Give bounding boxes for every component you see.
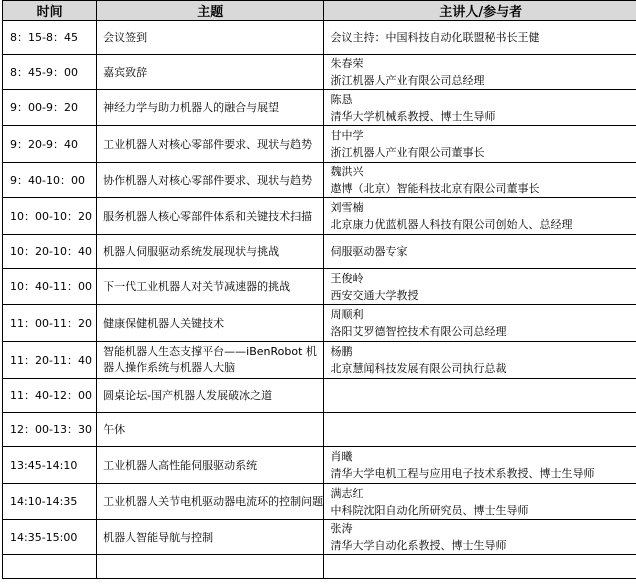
speaker-line: 清华大学电机工程与应用电子技术系教授、博士生导师	[330, 467, 595, 480]
cell-topic: 工业机器人高性能伺服驱动系统	[97, 447, 324, 484]
speaker-line: 陈恳	[330, 92, 353, 106]
table-row	[3, 447, 636, 484]
cell-time: 8：15-8：45	[3, 21, 97, 55]
speaker-line: 北京康力优蓝机器人科技有限公司创始人、总经理	[330, 218, 573, 231]
table-row	[3, 235, 636, 269]
cell-time: 11：00-11：20	[3, 305, 97, 342]
cell-speaker	[324, 305, 636, 342]
speaker-line: 肖曦	[330, 450, 353, 463]
table-row	[3, 342, 636, 379]
cell-speaker	[324, 555, 636, 579]
table-row	[3, 305, 636, 342]
cell-topic: 协作机器人对核心零部件要求、现状与趋势	[97, 163, 324, 198]
cell-time: 13:45-14:10	[3, 447, 97, 484]
cell-topic: 服务机器人核心零部件体系和关键技术扫描	[97, 198, 324, 235]
cell-topic: 工业机器人对核心零部件要求、现状与趋势	[97, 126, 324, 163]
table-row	[3, 90, 636, 126]
cell-time: 11：40-12：00	[3, 379, 97, 413]
cell-time: 10：00-10：20	[3, 198, 97, 235]
header-speaker: 主讲人/参与者	[324, 1, 636, 21]
speaker-line: 王俊岭	[330, 271, 364, 285]
cell-speaker	[324, 198, 636, 235]
speaker-line: 北京慧闻科技发展有限公司执行总裁	[330, 362, 507, 375]
cell-speaker	[324, 21, 636, 55]
speaker-line: 朱春荣	[330, 57, 364, 70]
table-row	[3, 520, 636, 555]
cell-speaker	[324, 342, 636, 379]
table-row	[3, 269, 636, 305]
schedule-table	[2, 0, 636, 579]
header-time: 时间	[3, 1, 97, 21]
speaker-line: 清华大学自动化系教授、博士生导师	[330, 539, 507, 552]
cell-time: 14:10-14:35	[3, 484, 97, 520]
cell-time: 10：20-10：40	[3, 235, 97, 269]
cell-topic: 机器人伺服驱动系统发展现状与挑战	[97, 235, 324, 269]
table-row	[3, 413, 636, 447]
speaker-line: 杨鹏	[330, 345, 353, 358]
cell-speaker	[324, 413, 636, 447]
table-row	[3, 126, 636, 163]
cell-time: 11：20-11：40	[3, 342, 97, 379]
cell-speaker	[324, 55, 636, 90]
speaker-line: 洛阳艾罗德智控技术有限公司总经理	[330, 325, 507, 338]
cell-time	[3, 555, 97, 579]
cell-topic: 下一代工业机器人对关节减速器的挑战	[97, 269, 324, 305]
table-row	[3, 21, 636, 55]
cell-topic: 圆桌论坛-国产机器人发展破冰之道	[97, 379, 324, 413]
speaker-line: 魏洪兴	[330, 165, 364, 178]
cell-time: 10：40-11：00	[3, 269, 97, 305]
table-row	[3, 555, 636, 579]
speaker-line: 中科院沈阳自动化所研究员、博士生导师	[330, 503, 529, 517]
cell-speaker	[324, 126, 636, 163]
cell-topic: 神经力学与助力机器人的融合与展望	[97, 90, 324, 126]
cell-topic: 机器人智能导航与控制	[97, 520, 324, 555]
cell-speaker	[324, 269, 636, 305]
schedule-body	[3, 21, 636, 579]
table-row	[3, 163, 636, 198]
speaker-line: 西安交通大学教授	[330, 288, 419, 302]
table-row	[3, 55, 636, 90]
header-topic: 主题	[97, 1, 324, 21]
speaker-line: 伺服驱动器专家	[330, 245, 408, 258]
cell-speaker	[324, 90, 636, 126]
cell-topic: 午休	[97, 413, 324, 447]
cell-speaker	[324, 235, 636, 269]
table-row	[3, 484, 636, 520]
table-row	[3, 198, 636, 235]
speaker-line: 遨博（北京）智能科技北京有限公司董事长	[330, 182, 540, 195]
speaker-line: 浙江机器人产业有限公司董事长	[330, 146, 485, 159]
cell-speaker	[324, 379, 636, 413]
cell-time: 9：20-9：40	[3, 126, 97, 163]
speaker-line: 清华大学机械系教授、博士生导师	[330, 109, 496, 123]
speaker-line: 会议主持：中国科技自动化联盟秘书长王健	[330, 31, 540, 44]
cell-time: 9：00-9：20	[3, 90, 97, 126]
speaker-line: 周顺利	[330, 308, 364, 321]
cell-time: 14:35-15:00	[3, 520, 97, 555]
cell-time: 8：45-9：00	[3, 55, 97, 90]
table-row	[3, 379, 636, 413]
speaker-line: 满志红	[330, 486, 364, 500]
cell-time: 9：40-10：00	[3, 163, 97, 198]
cell-speaker	[324, 163, 636, 198]
cell-topic: 会议签到	[97, 21, 324, 55]
cell-speaker	[324, 447, 636, 484]
header-row	[3, 1, 636, 21]
cell-topic: 智能机器人生态支撑平台——iBenRobot 机器人操作系统与机器人大脑	[97, 342, 324, 379]
speaker-line: 甘中学	[330, 129, 364, 142]
cell-topic: 工业机器人关节电机驱动器电流环的控制问题	[97, 484, 324, 520]
cell-topic: 健康保健机器人关键技术	[97, 305, 324, 342]
speaker-line: 张涛	[330, 522, 353, 535]
speaker-line: 浙江机器人产业有限公司总经理	[330, 74, 485, 87]
cell-topic: 嘉宾致辞	[97, 55, 324, 90]
cell-topic	[97, 555, 324, 579]
cell-time: 12：00-13：30	[3, 413, 97, 447]
cell-speaker	[324, 520, 636, 555]
cell-speaker	[324, 484, 636, 520]
speaker-line: 刘雪楠	[330, 201, 364, 214]
